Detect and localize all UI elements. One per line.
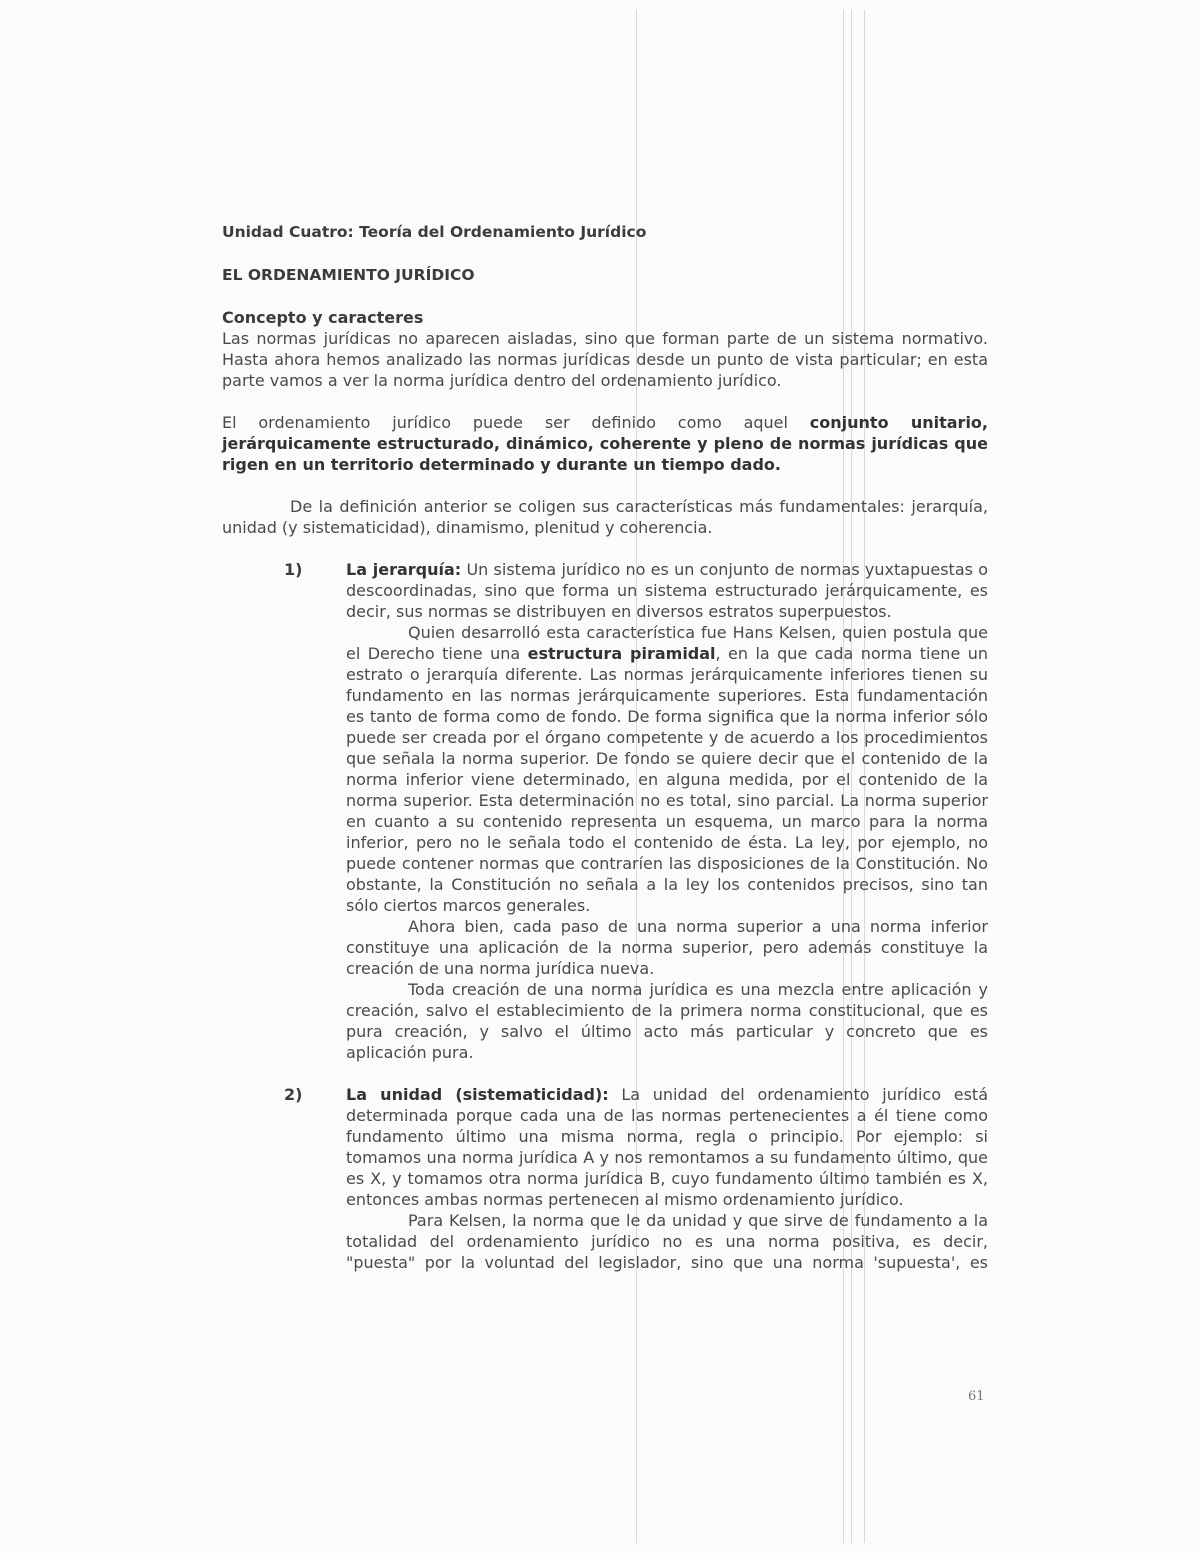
item-text: Quien desarrolló esta característica fue Hans Kelsen, quien postula que el Derecho tiene una [346,623,988,663]
item-number: 1) [284,560,303,579]
item-paragraph: Para Kelsen, la norma que le da unidad y que sirve de fundamento a la totalidad del ordenamiento jurídico no es una norma positiva, es decir, "puesta" por la voluntad del legislador, sino que una norma 'supuesta', es [346,1211,988,1272]
paragraph-definition [222,412,988,475]
page-number: 61 [968,1389,985,1404]
item-number: 2) [284,1085,303,1104]
item-intro-text: La unidad del ordenamiento jurídico está determinada porque cada una de las normas pertenecientes a él tiene como fundamento último una misma norma, regla o principio. Por ejemplo: si tomamos una norma jurídica A y nos remontamos a su fundamento último, que es X, y tomamos otra norma jurídica B, cuyo fundamento último también es X, entonces ambas normas pertenecen al mismo ordenamiento jurídico. [346,1085,988,1209]
item-paragraph: Ahora bien, cada paso de una norma superior a una norma inferior constituye una aplicación de la norma superior, pero además constituye la creación de una norma jurídica nueva. [346,917,988,978]
item-heading: La unidad (sistematicidad): [346,1085,609,1104]
item-intro-text: Un sistema jurídico no es un conjunto de normas yuxtapuestas o descoordinadas, sino que forma un sistema estructurado jerárquicamente, es decir, sus normas se distribuyen en diversos estratos superpuestos. [346,560,989,621]
unit-title: Unidad Cuatro: Teoría del Ordenamiento Jurídico [222,223,647,241]
subsection-title: Concepto y caracteres [222,308,424,327]
item-intro [346,559,988,622]
definition-bold: conjunto unitario, jerárquicamente estructurado, dinámico, coherente y pleno de normas jurídicas que rigen en un territorio determinado y durante un tiempo dado. [222,413,989,474]
item-text-bold: estructura piramidal [527,644,716,663]
definition-lead: El ordenamiento jurídico puede ser definido como aquel [222,413,810,432]
document-page [222,221,988,1273]
item-paragraph: Toda creación de una norma jurídica es una mezcla entre aplicación y creación, salvo el establecimiento de la primera norma constitucional, que es pura creación, y salvo el último acto más particular y concreto que es aplicación pura. [346,980,988,1062]
paragraph-characteristics: De la definición anterior se coligen sus características más fundamentales: jerarquía, unidad (y sistematicidad), dinamismo, plenitud y coherencia. [222,497,988,537]
item-paragraph [346,622,988,916]
item-text: , en la que cada norma tiene un estrato o jerarquía diferente. Las normas jerárquicamente inferiores tienen su fundamento en las normas jerárquicamente superiores. Esta fundamentación es tanto de forma como de fondo. De forma significa que la norma inferior sólo puede ser creada por el órgano competente y de acuerdo a los procedimientos que señala la norma superior. De fondo se quiere decir que el contenido de la norma inferior viene determinado, en alguna medida, por el contenido de la norma superior. Esta determinación no es total, sino parcial. La norma superior en cuanto a su contenido representa un esquema, un marco para la norma inferior, pero no le señala todo el contenido de ésta. La ley, por ejemplo, no puede contener normas que contraríen las disposiciones de la Constitución. No obstante, la Constitución no señala a la ley los contenidos precisos, sino tan sólo ciertos marcos generales. [346,644,988,915]
list-item-unity [222,1084,988,1273]
paragraph-intro: Las normas jurídicas no aparecen aisladas, sino que forman parte de un sistema normativo. Hasta ahora hemos analizado las normas jurídicas desde un punto de vista particular; en esta parte vamos a ver la norma jurídica dentro del ordenamiento jurídico. [222,329,988,390]
section-title: EL ORDENAMIENTO JURÍDICO [222,266,475,284]
list-item-hierarchy [222,559,988,1063]
item-heading: La jerarquía: [346,560,462,579]
item-intro [346,1084,988,1210]
